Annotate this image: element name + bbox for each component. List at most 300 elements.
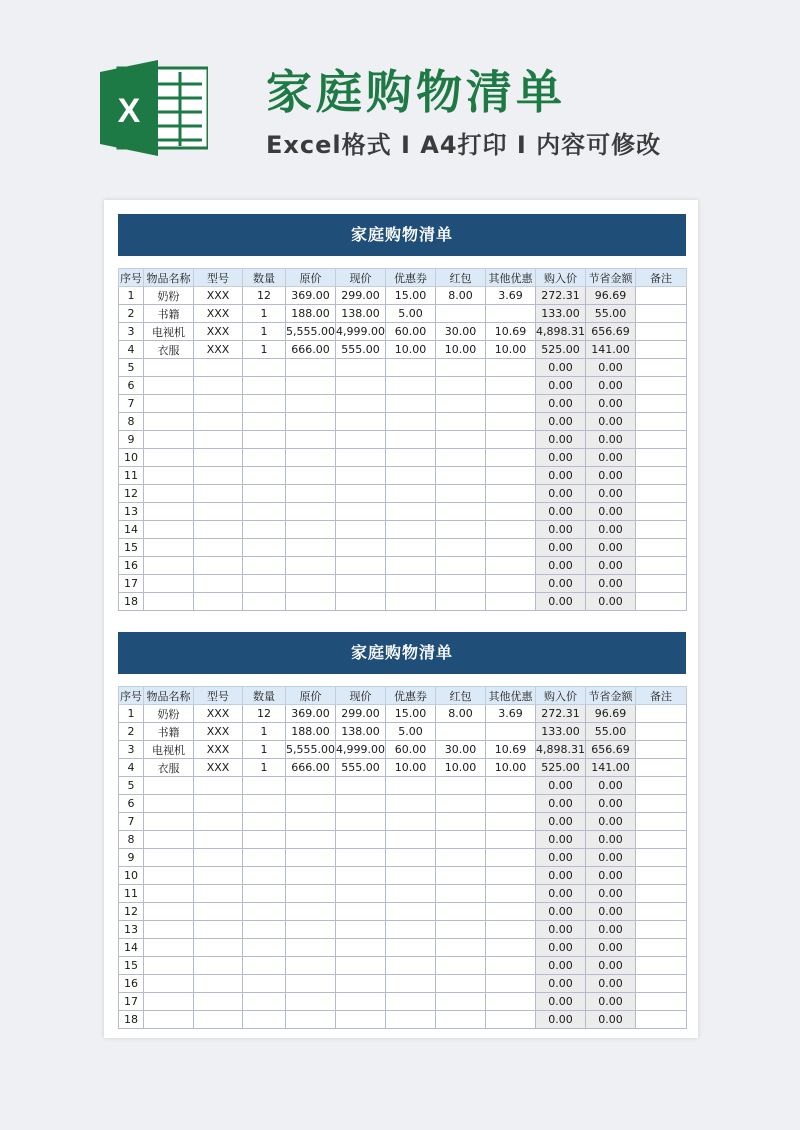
cell-other-discount[interactable] [486,395,536,413]
cell-saved-amount[interactable]: 0.00 [586,395,636,413]
cell-index[interactable]: 7 [119,395,144,413]
cell-red-packet[interactable] [436,795,486,813]
cell-index[interactable]: 18 [119,593,144,611]
cell-coupon[interactable]: 10.00 [386,341,436,359]
cell-saved-amount[interactable]: 0.00 [586,867,636,885]
cell-quantity[interactable]: 1 [243,341,286,359]
cell-red-packet[interactable] [436,395,486,413]
cell-coupon[interactable] [386,1011,436,1029]
column-header-remark[interactable]: 备注 [636,269,687,287]
cell-index[interactable]: 13 [119,503,144,521]
cell-original-price[interactable] [286,521,336,539]
cell-original-price[interactable] [286,395,336,413]
cell-coupon[interactable]: 15.00 [386,705,436,723]
cell-index[interactable]: 15 [119,539,144,557]
cell-quantity[interactable] [243,359,286,377]
cell-purchase-price[interactable]: 0.00 [536,849,586,867]
cell-current-price[interactable] [336,431,386,449]
cell-current-price[interactable]: 299.00 [336,287,386,305]
cell-other-discount[interactable] [486,1011,536,1029]
cell-other-discount[interactable] [486,957,536,975]
cell-remark[interactable] [636,485,687,503]
cell-coupon[interactable] [386,539,436,557]
cell-saved-amount[interactable]: 0.00 [586,413,636,431]
cell-saved-amount[interactable]: 0.00 [586,849,636,867]
cell-item-name[interactable] [144,377,194,395]
cell-model[interactable] [194,831,243,849]
cell-item-name[interactable] [144,849,194,867]
cell-current-price[interactable]: 299.00 [336,705,386,723]
cell-current-price[interactable] [336,413,386,431]
cell-purchase-price[interactable]: 133.00 [536,305,586,323]
cell-purchase-price[interactable]: 0.00 [536,467,586,485]
cell-coupon[interactable] [386,395,436,413]
cell-item-name[interactable] [144,813,194,831]
cell-coupon[interactable]: 5.00 [386,305,436,323]
column-header-other-discount[interactable]: 其他优惠 [486,269,536,287]
cell-model[interactable] [194,939,243,957]
cell-index[interactable]: 16 [119,975,144,993]
cell-current-price[interactable]: 138.00 [336,305,386,323]
cell-original-price[interactable]: 5,555.00 [286,741,336,759]
cell-saved-amount[interactable]: 0.00 [586,467,636,485]
cell-saved-amount[interactable]: 141.00 [586,759,636,777]
cell-original-price[interactable] [286,431,336,449]
column-header-model[interactable]: 型号 [194,687,243,705]
cell-remark[interactable] [636,759,687,777]
cell-remark[interactable] [636,431,687,449]
cell-coupon[interactable]: 60.00 [386,323,436,341]
cell-red-packet[interactable] [436,503,486,521]
cell-saved-amount[interactable]: 0.00 [586,503,636,521]
cell-index[interactable]: 18 [119,1011,144,1029]
cell-model[interactable] [194,867,243,885]
cell-other-discount[interactable] [486,575,536,593]
cell-model[interactable] [194,395,243,413]
column-header-original-price[interactable]: 原价 [286,687,336,705]
column-header-coupon[interactable]: 优惠券 [386,269,436,287]
cell-other-discount[interactable] [486,975,536,993]
cell-model[interactable] [194,593,243,611]
cell-remark[interactable] [636,903,687,921]
cell-remark[interactable] [636,777,687,795]
cell-index[interactable]: 15 [119,957,144,975]
cell-quantity[interactable] [243,939,286,957]
cell-item-name[interactable] [144,795,194,813]
column-header-index[interactable]: 序号 [119,269,144,287]
cell-item-name[interactable]: 奶粉 [144,705,194,723]
cell-quantity[interactable] [243,503,286,521]
cell-current-price[interactable] [336,903,386,921]
cell-current-price[interactable] [336,395,386,413]
cell-quantity[interactable] [243,867,286,885]
cell-item-name[interactable] [144,359,194,377]
cell-current-price[interactable]: 138.00 [336,723,386,741]
cell-coupon[interactable]: 10.00 [386,759,436,777]
cell-model[interactable] [194,377,243,395]
cell-red-packet[interactable] [436,885,486,903]
cell-item-name[interactable] [144,449,194,467]
cell-other-discount[interactable] [486,867,536,885]
cell-remark[interactable] [636,975,687,993]
column-header-other-discount[interactable]: 其他优惠 [486,687,536,705]
cell-original-price[interactable] [286,1011,336,1029]
cell-saved-amount[interactable]: 0.00 [586,359,636,377]
cell-remark[interactable] [636,957,687,975]
cell-other-discount[interactable] [486,831,536,849]
cell-red-packet[interactable] [436,903,486,921]
cell-purchase-price[interactable]: 0.00 [536,777,586,795]
cell-item-name[interactable] [144,1011,194,1029]
cell-original-price[interactable]: 188.00 [286,305,336,323]
cell-other-discount[interactable] [486,521,536,539]
cell-item-name[interactable] [144,521,194,539]
cell-red-packet[interactable] [436,849,486,867]
cell-item-name[interactable] [144,867,194,885]
cell-purchase-price[interactable]: 0.00 [536,377,586,395]
cell-saved-amount[interactable]: 0.00 [586,377,636,395]
cell-purchase-price[interactable]: 0.00 [536,957,586,975]
cell-current-price[interactable] [336,557,386,575]
cell-index[interactable]: 16 [119,557,144,575]
cell-current-price[interactable] [336,795,386,813]
cell-item-name[interactable] [144,395,194,413]
cell-original-price[interactable] [286,939,336,957]
cell-coupon[interactable] [386,431,436,449]
cell-saved-amount[interactable]: 0.00 [586,921,636,939]
column-header-remark[interactable]: 备注 [636,687,687,705]
cell-red-packet[interactable] [436,305,486,323]
cell-coupon[interactable] [386,921,436,939]
cell-item-name[interactable] [144,993,194,1011]
cell-other-discount[interactable] [486,359,536,377]
cell-index[interactable]: 6 [119,795,144,813]
cell-other-discount[interactable] [486,939,536,957]
cell-item-name[interactable] [144,885,194,903]
cell-current-price[interactable] [336,993,386,1011]
cell-coupon[interactable] [386,885,436,903]
cell-item-name[interactable]: 衣服 [144,759,194,777]
cell-original-price[interactable] [286,593,336,611]
cell-index[interactable]: 17 [119,993,144,1011]
cell-other-discount[interactable]: 10.69 [486,323,536,341]
cell-current-price[interactable] [336,867,386,885]
column-header-item-name[interactable]: 物品名称 [144,687,194,705]
cell-red-packet[interactable] [436,413,486,431]
cell-item-name[interactable]: 奶粉 [144,287,194,305]
cell-quantity[interactable]: 1 [243,323,286,341]
cell-remark[interactable] [636,795,687,813]
cell-original-price[interactable] [286,503,336,521]
cell-item-name[interactable] [144,503,194,521]
cell-current-price[interactable] [336,849,386,867]
cell-quantity[interactable] [243,485,286,503]
cell-red-packet[interactable] [436,957,486,975]
cell-current-price[interactable] [336,921,386,939]
cell-original-price[interactable] [286,449,336,467]
cell-remark[interactable] [636,413,687,431]
cell-purchase-price[interactable]: 4,898.31 [536,741,586,759]
cell-other-discount[interactable] [486,921,536,939]
cell-model[interactable]: XXX [194,741,243,759]
cell-other-discount[interactable] [486,485,536,503]
cell-coupon[interactable] [386,993,436,1011]
cell-remark[interactable] [636,323,687,341]
cell-saved-amount[interactable]: 656.69 [586,323,636,341]
cell-purchase-price[interactable]: 0.00 [536,521,586,539]
cell-remark[interactable] [636,539,687,557]
cell-coupon[interactable] [386,557,436,575]
column-header-saved-amount[interactable]: 节省金额 [586,269,636,287]
cell-coupon[interactable] [386,939,436,957]
cell-remark[interactable] [636,467,687,485]
cell-remark[interactable] [636,575,687,593]
cell-saved-amount[interactable]: 0.00 [586,557,636,575]
cell-current-price[interactable] [336,1011,386,1029]
cell-model[interactable] [194,795,243,813]
cell-remark[interactable] [636,849,687,867]
cell-purchase-price[interactable]: 4,898.31 [536,323,586,341]
cell-item-name[interactable] [144,485,194,503]
cell-original-price[interactable] [286,795,336,813]
cell-item-name[interactable] [144,975,194,993]
cell-original-price[interactable] [286,849,336,867]
cell-quantity[interactable] [243,903,286,921]
cell-other-discount[interactable] [486,431,536,449]
cell-original-price[interactable]: 666.00 [286,759,336,777]
cell-original-price[interactable]: 666.00 [286,341,336,359]
cell-coupon[interactable] [386,975,436,993]
cell-quantity[interactable] [243,849,286,867]
cell-saved-amount[interactable]: 0.00 [586,431,636,449]
cell-red-packet[interactable] [436,867,486,885]
cell-purchase-price[interactable]: 0.00 [536,795,586,813]
cell-other-discount[interactable] [486,305,536,323]
cell-red-packet[interactable] [436,813,486,831]
cell-current-price[interactable] [336,539,386,557]
cell-model[interactable] [194,1011,243,1029]
cell-other-discount[interactable] [486,813,536,831]
cell-purchase-price[interactable]: 0.00 [536,831,586,849]
cell-quantity[interactable]: 12 [243,287,286,305]
cell-red-packet[interactable] [436,449,486,467]
cell-red-packet[interactable]: 8.00 [436,287,486,305]
cell-purchase-price[interactable]: 0.00 [536,485,586,503]
cell-remark[interactable] [636,705,687,723]
cell-current-price[interactable] [336,957,386,975]
cell-remark[interactable] [636,557,687,575]
cell-saved-amount[interactable]: 0.00 [586,1011,636,1029]
column-header-purchase-price[interactable]: 购入价 [536,269,586,287]
cell-item-name[interactable] [144,467,194,485]
cell-other-discount[interactable] [486,593,536,611]
column-header-coupon[interactable]: 优惠券 [386,687,436,705]
cell-current-price[interactable] [336,575,386,593]
cell-quantity[interactable] [243,521,286,539]
cell-purchase-price[interactable]: 0.00 [536,395,586,413]
cell-remark[interactable] [636,723,687,741]
cell-remark[interactable] [636,377,687,395]
cell-remark[interactable] [636,867,687,885]
cell-red-packet[interactable]: 30.00 [436,741,486,759]
cell-original-price[interactable] [286,777,336,795]
cell-quantity[interactable]: 1 [243,741,286,759]
cell-model[interactable] [194,449,243,467]
cell-saved-amount[interactable]: 0.00 [586,539,636,557]
cell-model[interactable] [194,431,243,449]
cell-purchase-price[interactable]: 0.00 [536,813,586,831]
cell-coupon[interactable] [386,413,436,431]
cell-other-discount[interactable] [486,503,536,521]
cell-other-discount[interactable]: 3.69 [486,705,536,723]
cell-model[interactable] [194,903,243,921]
column-header-purchase-price[interactable]: 购入价 [536,687,586,705]
cell-item-name[interactable] [144,957,194,975]
cell-index[interactable]: 7 [119,813,144,831]
column-header-quantity[interactable]: 数量 [243,269,286,287]
cell-model[interactable] [194,539,243,557]
cell-other-discount[interactable]: 10.69 [486,741,536,759]
cell-red-packet[interactable] [436,485,486,503]
cell-coupon[interactable] [386,831,436,849]
cell-original-price[interactable] [286,377,336,395]
cell-remark[interactable] [636,939,687,957]
cell-red-packet[interactable] [436,593,486,611]
cell-red-packet[interactable] [436,377,486,395]
cell-purchase-price[interactable]: 525.00 [536,759,586,777]
cell-index[interactable]: 5 [119,777,144,795]
cell-other-discount[interactable] [486,795,536,813]
cell-remark[interactable] [636,885,687,903]
cell-original-price[interactable] [286,813,336,831]
cell-item-name[interactable]: 电视机 [144,323,194,341]
cell-saved-amount[interactable]: 0.00 [586,813,636,831]
cell-index[interactable]: 14 [119,939,144,957]
cell-index[interactable]: 1 [119,705,144,723]
cell-saved-amount[interactable]: 0.00 [586,831,636,849]
column-header-item-name[interactable]: 物品名称 [144,269,194,287]
cell-quantity[interactable] [243,431,286,449]
cell-model[interactable]: XXX [194,759,243,777]
cell-index[interactable]: 9 [119,431,144,449]
cell-item-name[interactable] [144,831,194,849]
cell-other-discount[interactable] [486,993,536,1011]
cell-quantity[interactable]: 1 [243,305,286,323]
cell-current-price[interactable]: 555.00 [336,759,386,777]
cell-saved-amount[interactable]: 0.00 [586,521,636,539]
cell-saved-amount[interactable]: 0.00 [586,939,636,957]
cell-remark[interactable] [636,831,687,849]
cell-remark[interactable] [636,449,687,467]
cell-quantity[interactable] [243,467,286,485]
cell-remark[interactable] [636,593,687,611]
cell-index[interactable]: 4 [119,759,144,777]
column-header-original-price[interactable]: 原价 [286,269,336,287]
cell-model[interactable] [194,359,243,377]
cell-model[interactable] [194,813,243,831]
cell-saved-amount[interactable]: 0.00 [586,777,636,795]
cell-original-price[interactable] [286,957,336,975]
cell-other-discount[interactable] [486,885,536,903]
cell-quantity[interactable] [243,813,286,831]
cell-quantity[interactable]: 1 [243,723,286,741]
cell-saved-amount[interactable]: 0.00 [586,975,636,993]
cell-red-packet[interactable] [436,575,486,593]
cell-other-discount[interactable]: 10.00 [486,759,536,777]
cell-model[interactable]: XXX [194,305,243,323]
cell-red-packet[interactable] [436,993,486,1011]
cell-original-price[interactable] [286,413,336,431]
cell-current-price[interactable] [336,813,386,831]
cell-quantity[interactable] [243,993,286,1011]
cell-purchase-price[interactable]: 0.00 [536,903,586,921]
cell-other-discount[interactable] [486,377,536,395]
cell-purchase-price[interactable]: 0.00 [536,593,586,611]
cell-other-discount[interactable] [486,849,536,867]
cell-index[interactable]: 14 [119,521,144,539]
cell-saved-amount[interactable]: 0.00 [586,449,636,467]
cell-item-name[interactable] [144,557,194,575]
cell-quantity[interactable]: 12 [243,705,286,723]
cell-model[interactable] [194,557,243,575]
cell-original-price[interactable] [286,993,336,1011]
cell-saved-amount[interactable]: 0.00 [586,993,636,1011]
cell-quantity[interactable] [243,921,286,939]
cell-other-discount[interactable] [486,557,536,575]
cell-purchase-price[interactable]: 0.00 [536,921,586,939]
cell-other-discount[interactable]: 10.00 [486,341,536,359]
cell-quantity[interactable] [243,539,286,557]
cell-purchase-price[interactable]: 0.00 [536,575,586,593]
cell-index[interactable]: 3 [119,323,144,341]
cell-coupon[interactable]: 60.00 [386,741,436,759]
cell-model[interactable] [194,849,243,867]
cell-current-price[interactable] [336,503,386,521]
cell-index[interactable]: 9 [119,849,144,867]
cell-saved-amount[interactable]: 96.69 [586,287,636,305]
cell-original-price[interactable]: 5,555.00 [286,323,336,341]
cell-saved-amount[interactable]: 0.00 [586,957,636,975]
cell-index[interactable]: 8 [119,831,144,849]
cell-item-name[interactable] [144,921,194,939]
cell-coupon[interactable] [386,593,436,611]
cell-red-packet[interactable] [436,939,486,957]
cell-model[interactable] [194,885,243,903]
cell-item-name[interactable] [144,413,194,431]
cell-index[interactable]: 11 [119,885,144,903]
cell-original-price[interactable]: 369.00 [286,287,336,305]
cell-coupon[interactable] [386,849,436,867]
cell-current-price[interactable]: 555.00 [336,341,386,359]
cell-coupon[interactable]: 15.00 [386,287,436,305]
cell-red-packet[interactable]: 30.00 [436,323,486,341]
cell-current-price[interactable] [336,777,386,795]
cell-model[interactable]: XXX [194,705,243,723]
cell-quantity[interactable] [243,777,286,795]
cell-current-price[interactable] [336,885,386,903]
cell-quantity[interactable] [243,1011,286,1029]
cell-coupon[interactable] [386,377,436,395]
cell-original-price[interactable]: 188.00 [286,723,336,741]
cell-remark[interactable] [636,1011,687,1029]
cell-original-price[interactable] [286,831,336,849]
cell-index[interactable]: 3 [119,741,144,759]
cell-original-price[interactable] [286,975,336,993]
cell-other-discount[interactable] [486,449,536,467]
cell-purchase-price[interactable]: 0.00 [536,449,586,467]
cell-current-price[interactable] [336,449,386,467]
cell-red-packet[interactable] [436,431,486,449]
